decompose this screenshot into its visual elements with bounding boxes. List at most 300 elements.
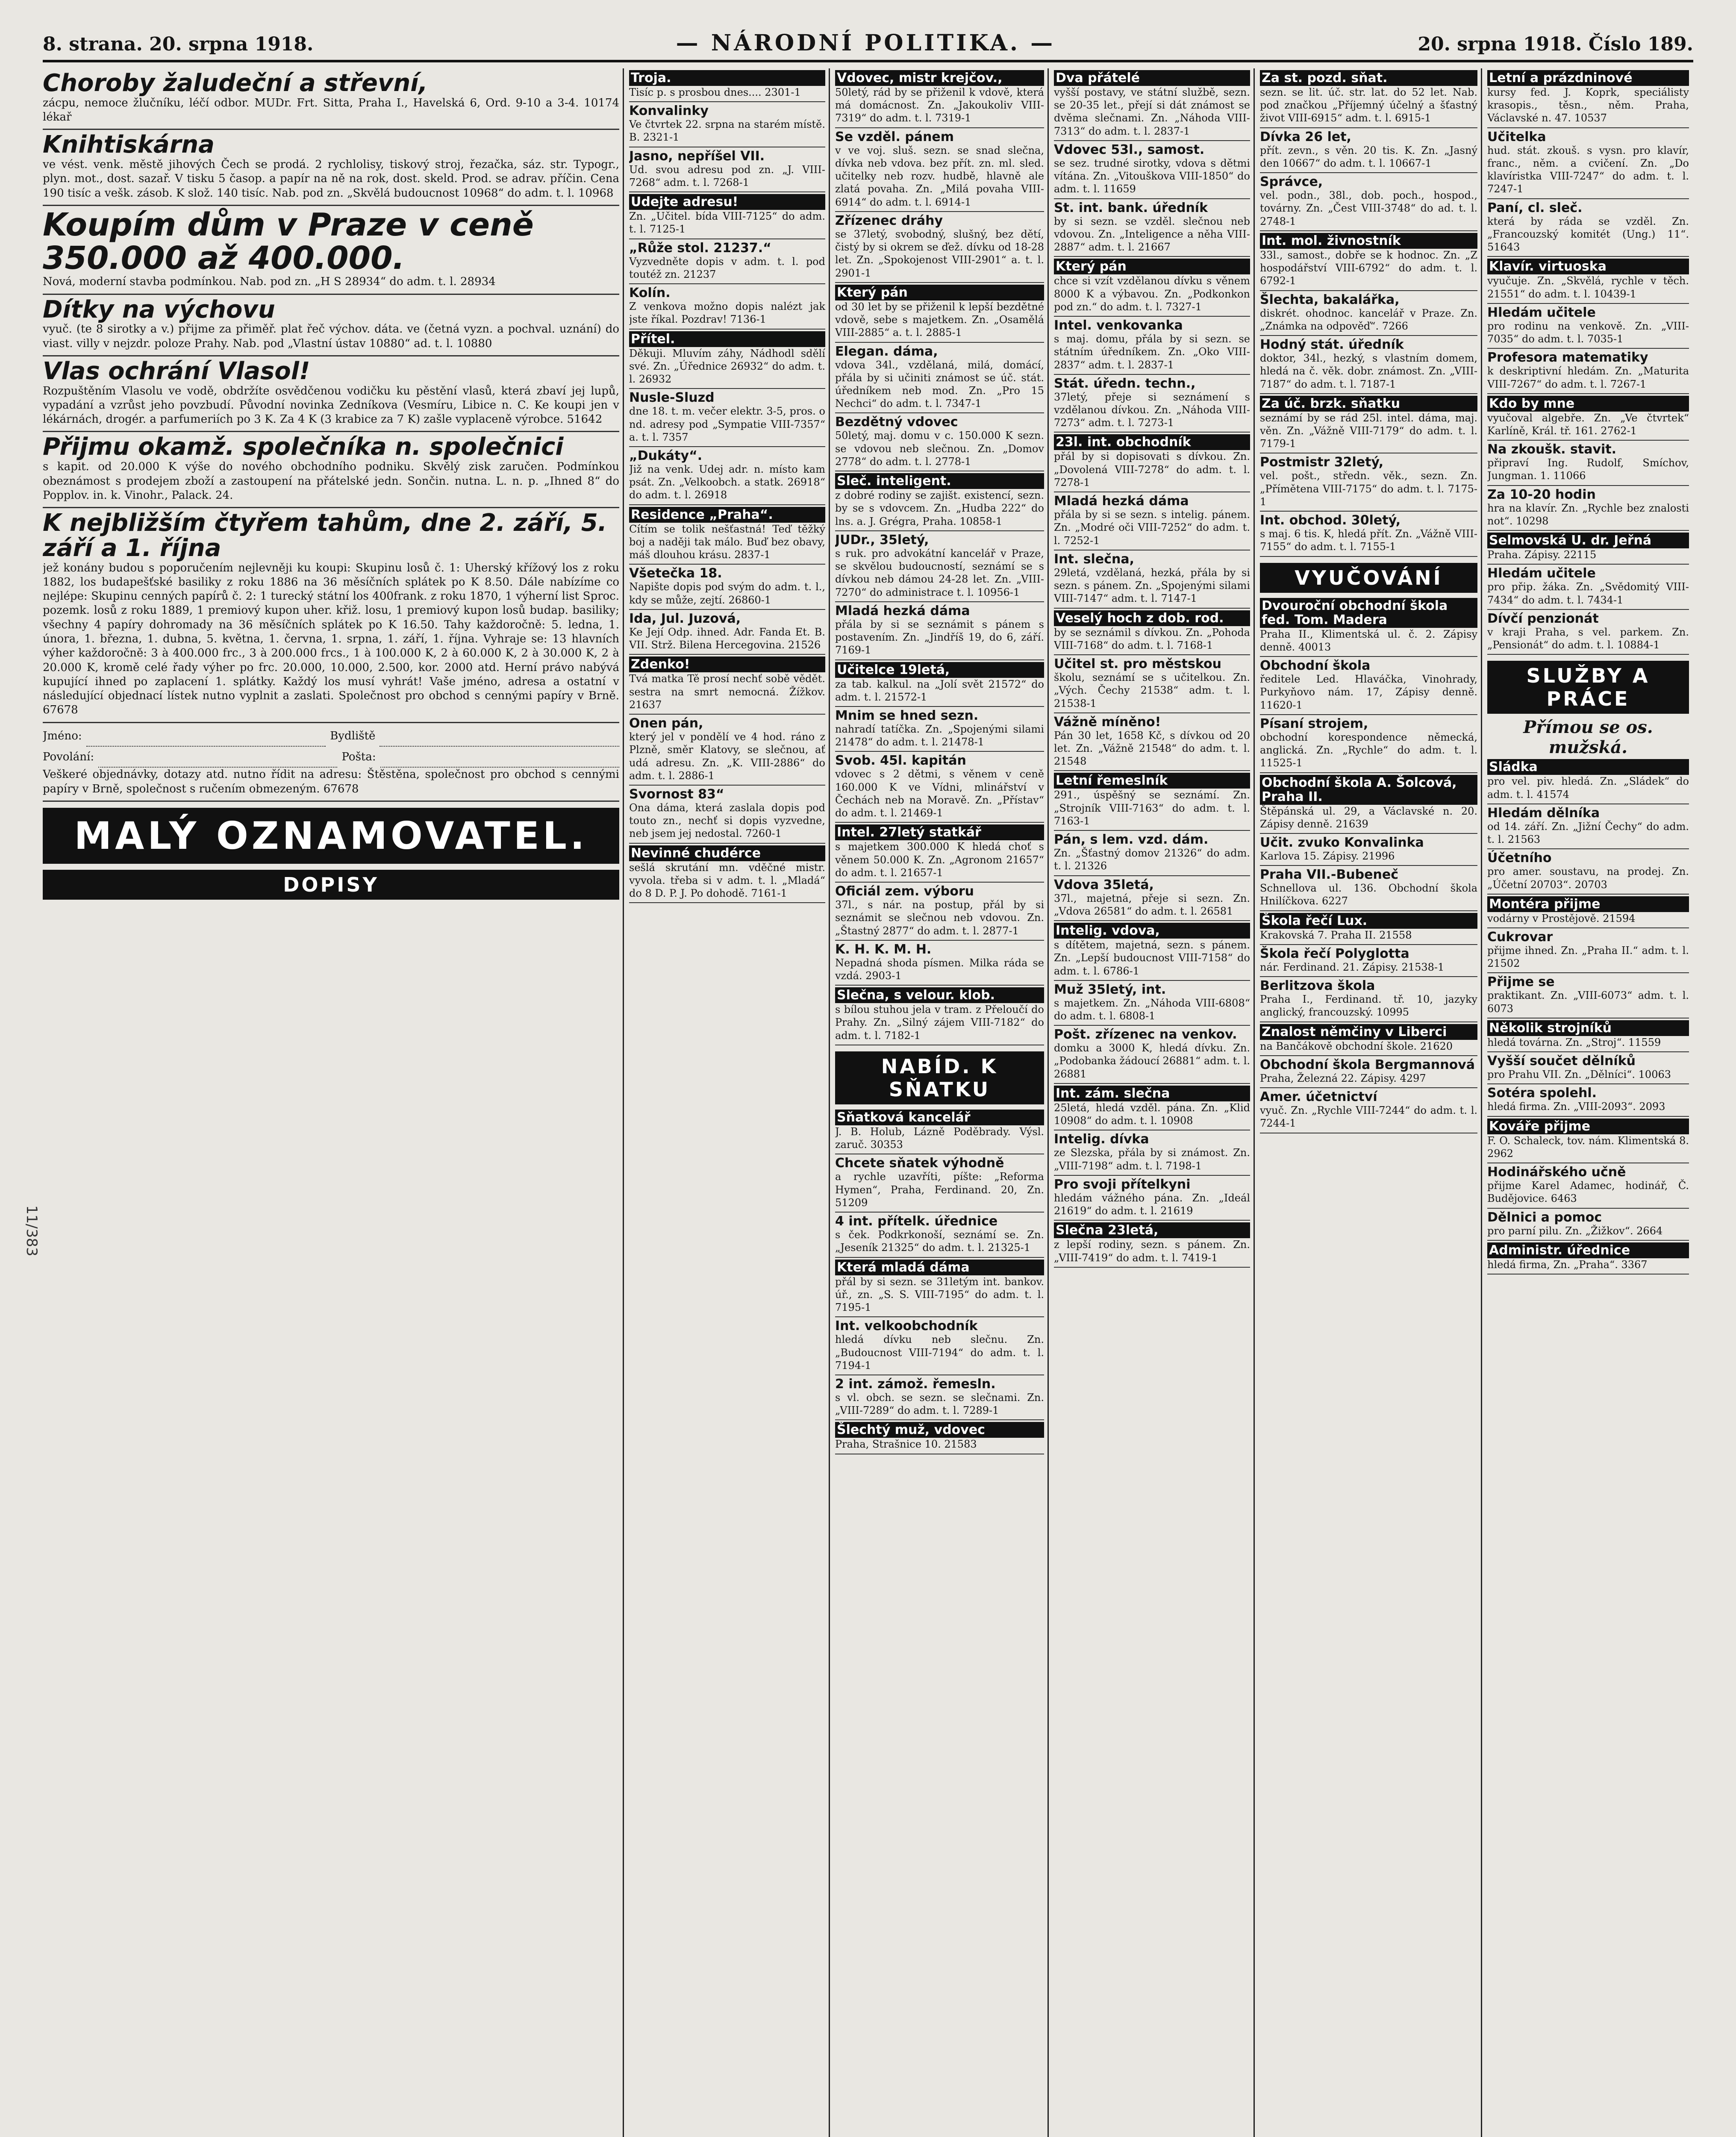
ad-text: pro přip. žáka. Zn. „Svědomitý VIII-7434“ do adm. t. l. 7434-1: [1487, 581, 1689, 606]
ad-heading: Ida, Jul. Juzová,: [629, 611, 741, 626]
page-number-date: 8. strana. 20. srpna 1918.: [43, 33, 314, 55]
ad-text: 50letý, rád by se přiženil k vdově, která má domácnost. Zn. „Jakoukoliv VIII-7319“ do adm. t. l. 7319-1: [835, 86, 1044, 124]
ad-heading: Troja.: [629, 70, 825, 86]
personal-letter-ad: [629, 610, 825, 655]
ad-heading: Intel. venkovanka: [1054, 318, 1183, 333]
acquaintance-ad: [1054, 433, 1250, 492]
personal-letter-ad: [629, 147, 825, 192]
ad-heading: Hledám učitele: [1487, 566, 1596, 581]
ad-heading: Oficiál zem. výboru: [835, 884, 974, 899]
ad-text: který jel v pondělí ve 4 hod. ráno z Plzně, směr Klatovy, se slečnou, ať udá adresu. Zn. „K. VIII-2886“ do adm. t. l. 2886-1: [629, 731, 825, 782]
ad-text: přála by si se sezn. s intelig. pánem. Zn. „Modré oči VIII-7252“ do adm. t. l. 7252-1: [1054, 509, 1250, 547]
acquaintance-ad: [1054, 1176, 1250, 1221]
ad-text: pro amer. soustavu, na prodej. Zn. „Účetní 20703“. 20703: [1487, 865, 1689, 891]
display-ad: [43, 356, 619, 433]
ad-text: 37l., s nár. na postup, přál by si seznámit se slečnou neb vdovou. Zn. „Štastný 2877“ do adm. t. l. 2877-1: [835, 899, 1044, 937]
personal-letter-ad: [629, 102, 825, 147]
ad-heading: Int. obchod. 30letý,: [1260, 513, 1401, 528]
ad-text: Děkuji. Mluvím záhy, Nádhodl sdělí své. Zn. „Úřednice 26932“ do adm. t. l. 26932: [629, 347, 825, 386]
ad-text: s ruk. pro advokátní kancelář v Praze, se skvělou budoucností, seznámí se s dívkou neb dámou 24-28 let. Zn. „VIII-7270“ do administrace t. l. 10956-1: [835, 547, 1044, 598]
ad-title: Choroby žaludeční a střevní,: [43, 69, 428, 97]
form-post-label: Pošta:: [341, 750, 376, 763]
job-ad: [1487, 1018, 1689, 1052]
ad-heading: Cukrovar: [1487, 929, 1553, 945]
school-ad: [1260, 834, 1477, 866]
ad-text: obchodní korespondence německá, anglická. Zn. „Rychle“ do adm. t. l. 11525-1: [1260, 731, 1477, 769]
marriage-office-ad: [835, 1420, 1044, 1454]
column-3: [835, 68, 1049, 2137]
job-ad: [1487, 804, 1689, 849]
ad-heading: Pán, s lem. vzd. dám.: [1054, 832, 1209, 848]
ad-heading: Klavír. virtuoska: [1487, 259, 1689, 274]
ad-heading: Intelig. vdova,: [1054, 923, 1250, 939]
ad-text: Ke Její Odp. ihned. Adr. Fanda Et. B. VII. Strž. Bilena Hercegovina. 21526: [629, 626, 825, 651]
ad-text: s dítětem, majetná, sezn. s pánem. Zn. „Lepší budoucnost VIII-7158“ do adm. t. l. 6786-1: [1054, 939, 1250, 977]
acquaintance-ad: [1054, 68, 1250, 141]
ad-title: K nejbližším čtyřem tahům, dne 2. září, 5. září a 1. října: [43, 509, 607, 562]
acquaintance-ad: [1054, 921, 1250, 981]
ad-text: nahradí tatíčka. Zn. „Spojenými silami 21478“ do adm. t. l. 21478-1: [835, 723, 1044, 748]
ad-heading: Sňatková kancelář: [835, 1110, 1044, 1125]
marriage-office-ad: [835, 1258, 1044, 1318]
acquaintance-ad: [1054, 141, 1250, 199]
display-ad: [43, 432, 619, 508]
ad-heading: Int. slečna,: [1054, 551, 1134, 567]
ad-text: Schnellova ul. 136. Obchodní škola Hnilíčkova. 6227: [1260, 882, 1477, 907]
ad-heading: Pro svoji přítelkyni: [1054, 1177, 1191, 1192]
ad-text: přál by si sezn. se 31letým int. bankov. úř., zn. „S. S. VIII-7195“ do adm. t. l. 7195-1: [835, 1275, 1044, 1314]
column-6: [1487, 68, 1692, 2137]
ad-heading: Vyšší součet dělníků: [1487, 1054, 1636, 1069]
lesson-ad: [1487, 486, 1689, 531]
ad-heading: Šlechtý muž, vdovec: [835, 1422, 1044, 1438]
ad-text: hud. stát. zkouš. s vysn. pro klavír, franc., něm. a cvičení. Zn. „Do klavíristka VIII-7247“ do adm. t. l. 7247-1: [1487, 144, 1689, 195]
ad-text: přít. zevn., s věn. 20 tis. K. Zn. „Jasný den 10667“ do adm. t. l. 10667-1: [1260, 144, 1477, 169]
ad-heading: Za úč. brzk. sňatku: [1260, 396, 1477, 412]
form-name-label: Jméno:: [43, 729, 82, 742]
display-ad: [43, 68, 619, 130]
ad-heading: Veselý hoch z dob. rod.: [1054, 610, 1250, 626]
acquaintance-ad: [1260, 336, 1477, 394]
marriage-offers-banner: NABÍD. K SŇATKU: [835, 1051, 1044, 1104]
ad-text: Praha, Strašnice 10. 21583: [835, 1438, 977, 1451]
ad-text: by se seznámil s dívkou. Zn. „Pohoda VIII-7168“ do adm. t. l. 7168-1: [1054, 626, 1250, 651]
ad-heading: Mladá hezká dáma: [835, 603, 970, 618]
ad-heading: Onen pán,: [629, 716, 703, 731]
section-letters: DOPISY: [43, 870, 619, 900]
ad-text: přijme ihned. Zn. „Praha II.“ adm. t. l. 21502: [1487, 944, 1689, 970]
columns: [23, 68, 1693, 2137]
ad-heading: Hledám učitele: [1487, 305, 1596, 320]
ad-text: přála by si se seznámit s pánem s postavením. Zn. „Jindříš 19, do 6, září. 7169-1: [835, 618, 1044, 656]
acquaintance-ad: [1260, 394, 1477, 454]
ad-heading: JUDr., 35letý,: [835, 532, 929, 547]
ad-body: zácpu, nemoce žlučníku, léčí odbor. MUDr. Frt. Sitta, Praha I., Havelská 6, Ord. 9-10 a 3-4. 10174 lékař: [43, 96, 619, 124]
issue-date-number: 20. srpna 1918. Číslo 189.: [1418, 33, 1693, 55]
personal-ad: [835, 941, 1044, 986]
ad-heading: Stát. úředn. techn.,: [1054, 376, 1196, 391]
order-form: [43, 723, 619, 802]
ad-heading: Učit. zvuko Konvalinka: [1260, 835, 1424, 850]
job-ad: [1487, 1241, 1689, 1275]
ad-heading: Hodinářského učně: [1487, 1165, 1626, 1180]
personal-ad: [835, 752, 1044, 823]
ad-text: vel. pošt., středn. věk., sezn. Zn. „Přímětena VIII-7175“ do adm. t. l. 7175-1: [1260, 470, 1477, 508]
ad-heading: „Růže stol. 21237.“: [629, 240, 771, 256]
ad-text: připraví Ing. Rudolf, Smíchov, Jungman. 1. 11066: [1487, 457, 1689, 482]
ad-text: Praha. Zápisy. 22115: [1487, 549, 1597, 561]
profession-fill-line: [98, 747, 337, 768]
ad-heading: Kováře přijme: [1487, 1119, 1689, 1134]
ad-heading: Int. mol. živnostník: [1260, 233, 1477, 249]
school-ad: [1260, 866, 1477, 911]
ad-text: a rychle uzavříti, píšte: „Reforma Hymen“, Praha, Ferdinand. 20, Zn. 51209: [835, 1171, 1044, 1209]
job-ad: [1487, 1163, 1689, 1208]
acquaintance-ad: [1054, 1026, 1250, 1084]
ad-text: vyšší postavy, ve státní službě, sezn. se 20-35 let., přejí si dát známost se dvěma slečnami. Zn. „Náhoda VIII-7313“ do adm. t. l. 2837-1: [1054, 86, 1250, 137]
ad-text: z dobré rodiny se zajišt. existencí, sezn. by se s vdovcem. Zn. „Hudba 222“ do lns. a. J. Grégra, Praha. 10858-1: [835, 489, 1044, 527]
ad-heading: Montéra přijme: [1487, 896, 1689, 912]
job-ad: [1487, 1117, 1689, 1163]
ad-text: vyučoval algebře. Zn. „Ve čtvrtek“ Karlíně, Král. tř. 161. 2762-1: [1487, 412, 1689, 437]
ad-text: nár. Ferdinand. 21. Zápisy. 21538-1: [1260, 961, 1445, 973]
ad-text: Ud. svou adresu pod zn. „J. VIII-7268“ adm. t. l. 7268-1: [629, 163, 825, 188]
display-ad: [43, 130, 619, 206]
ad-text: pro vel. piv. hledá. Zn. „Sládek“ do adm. t. l. 41574: [1487, 775, 1689, 801]
ad-text: od 30 let by se přiženil k lepší bezdětné vdově, sebe s majetkem. Zn. „Osamělá VIII-2885“ a. t. l. 2885-1: [835, 300, 1044, 339]
ad-text: hledá dívku neb slečnu. Zn. „Budoucnost VIII-7194“ do adm. t. l. 7194-1: [835, 1333, 1044, 1372]
ad-text: 50letý, maj. domu v c. 150.000 K sezn. se vdovou neb slečnou. Zn. „Domov 2778“ do adm. t. l. 2778-1: [835, 430, 1044, 468]
ad-heading: Elegan. dáma,: [835, 344, 938, 359]
ad-text: Pán 30 let, 1658 Kč, s dívkou od 20 let. Zn. „Vážně 21548“ do adm. t. l. 21548: [1054, 729, 1250, 768]
ad-text: Z venkova možno dopis nalézt jak jste říkal. Pozdrav! 7136-1: [629, 300, 825, 326]
ad-text: hra na klavír. Zn. „Rychle bez znalosti not“. 10298: [1487, 502, 1689, 527]
ad-heading: Praha VII.-Bubeneč: [1260, 867, 1398, 883]
ad-text: hledá továrna. Zn. „Stroj“. 11559: [1487, 1036, 1661, 1048]
ad-heading: Amer. účetnictví: [1260, 1089, 1377, 1105]
acquaintance-ad: [1260, 512, 1477, 556]
ad-heading: Znalost němčiny v Liberci: [1260, 1024, 1477, 1040]
ad-heading: Mnim se hned sezn.: [835, 708, 979, 723]
lesson-ad: [1487, 257, 1689, 303]
ad-title: Koupím dům v Praze v ceně 350.000 až 400.000.: [43, 206, 534, 277]
ad-heading: Letní řemeslník: [1054, 773, 1250, 789]
ad-heading: Hledám dělníka: [1487, 805, 1600, 821]
ad-text: vdovec s 2 dětmi, s věnem v ceně 160.000 K ve Vídni, mlinářství v Čechách neb na Moravě. Zn. „Přístav“ do adm. t. l. 21469-1: [835, 768, 1044, 819]
ad-text: sešlá skrutání mn. vděčné mistr. vyvola. třeba si v adm. t. l. „Mladá“ do 8 D. P. J. Po dohodě. 7161-1: [629, 861, 825, 900]
lesson-ad: [1487, 349, 1689, 394]
lesson-ad: [1487, 610, 1689, 655]
acquaintance-ad: [1260, 128, 1477, 173]
acquaintance-ad: [1054, 609, 1250, 655]
ad-heading: Letní a prázdninové: [1487, 70, 1689, 86]
personal-ad: [835, 471, 1044, 531]
ad-heading: Obchodní škola: [1260, 658, 1371, 674]
ad-text: 33l., samost., dobře se k hodnoc. Zn. „Z hospodářství VIII-6792“ do adm. t. l. 6792-1: [1260, 249, 1477, 287]
school-ad: [1260, 773, 1477, 834]
display-ad: [43, 508, 619, 723]
ad-text: Tisíc p. s prosbou dnes.... 2301-1: [629, 86, 801, 98]
personal-ad: [835, 531, 1044, 602]
ad-text: pro rodinu na venkově. Zn. „VIII-7035“ do adm. t. l. 7035-1: [1487, 320, 1689, 345]
ad-text: 37l., majetná, přeje si sezn. Zn. „Vdova 26581“ do adm. t. l. 26581: [1054, 892, 1250, 917]
job-ad: [1487, 973, 1689, 1018]
ad-text: k deskriptivní hledám. Zn. „Maturita VIII-7267“ do adm. t. l. 7267-1: [1487, 365, 1689, 390]
ad-title: Dítky na výchovu: [43, 295, 275, 324]
residence-fill-line: [380, 726, 619, 747]
ad-text: J. B. Holub, Lázně Poděbrady. Výsl. zaruč. 30353: [835, 1125, 1044, 1151]
ad-heading: 2 int. zámož. řemesln.: [835, 1377, 996, 1392]
ad-text: chce si vzít vzdělanou dívku s věnem 8000 K a výbavou. Zn. „Podkonkon pod zn.“ do adm. t. l. 7327-1: [1054, 275, 1250, 313]
ad-heading: Šlechta, bakalářka,: [1260, 292, 1400, 307]
teaching-banner: VYUČOVÁNÍ: [1260, 563, 1477, 593]
acquaintance-ad: [1054, 1084, 1250, 1130]
ad-text: Tvá matka Tě prosí nechť sobě vědět. sestra na smrt nemocná. Žížkov. 21637: [629, 673, 825, 711]
ad-heading: Přijme se: [1487, 974, 1555, 990]
ad-text: Praha I., Ferdinand. tř. 10, jazyky anglický, francouzský. 10995: [1260, 993, 1477, 1018]
acquaintance-ad: [1054, 199, 1250, 257]
acquaintance-ad: [1054, 550, 1250, 609]
job-ad: [1487, 757, 1689, 804]
acquaintance-ad: [1260, 68, 1477, 128]
ad-heading: 4 int. přítelk. úřednice: [835, 1214, 998, 1229]
ad-text: pro parní pilu. Zn. „Žižkov“. 2664: [1487, 1225, 1663, 1237]
ad-text: dne 18. t. m. večer elektr. 3-5, pros. o nd. adresy pod „Sympatie VIII-7357“ a. t. l. 7357: [629, 405, 825, 443]
job-ad: [1487, 928, 1689, 973]
ad-text: školu, seznámí se s učitelkou. Zn. „Vých. Čechy 21538“ adm. t. l. 21538-1: [1054, 671, 1250, 709]
ad-heading: Administr. úřednice: [1487, 1242, 1689, 1258]
ad-text: Nepadná shoda písmen. Milka ráda se vzdá. 2903-1: [835, 957, 1044, 982]
acquaintance-ad: [1054, 771, 1250, 831]
personal-letter-ad: [629, 192, 825, 239]
lesson-ad: [1487, 304, 1689, 349]
ad-text: 29letá, vzdělaná, hezká, přála by si sezn. s pánem. Zn. „Spojenými silami VIII-7147“ adm. t. l. 7147-1: [1054, 566, 1250, 605]
ad-text: s vl. obch. se sezn. se slečnami. Zn. „VIII-7289“ do adm. t. l. 7289-1: [835, 1392, 1044, 1417]
lesson-ad: [1487, 531, 1689, 565]
ad-heading: Int. zám. slečna: [1054, 1086, 1250, 1101]
job-ad: [1487, 849, 1689, 894]
ad-heading: Zdenko!: [629, 656, 825, 672]
ad-text: 25letá, hledá vzděl. pána. Zn. „Klid 10908“ do adm. t. l. 10908: [1054, 1101, 1250, 1127]
ad-heading: Správce,: [1260, 174, 1323, 190]
services-work-banner: SLUŽBY A PRÁCE: [1487, 661, 1689, 714]
page-header: [43, 30, 1693, 62]
ad-text: se sez. trudné sirotky, vdova s dětmi vítána. Zn. „Vitouškova VIII-1850“ do adm. t. l. 11659: [1054, 157, 1250, 195]
ad-heading: Udejte adresu!: [629, 194, 825, 210]
ad-heading: Mladá hezká dáma: [1054, 494, 1189, 509]
ad-text: Vyzvedněte dopis v adm. t. l. pod toutéž zn. 21237: [629, 255, 825, 280]
ad-heading: Účetního: [1487, 851, 1552, 866]
ad-heading: Vdovec 53l., samost.: [1054, 142, 1205, 157]
ad-text: praktikant. Zn. „VIII-6073“ adm. t. l. 6073: [1487, 989, 1689, 1015]
ad-text: od 14. září. Zn. „Jižní Čechy“ do adm. t. l. 21563: [1487, 820, 1689, 846]
column-1: 11/383 Choroby žaludeční a střevní, zácpu, nemoce žlučníku, léčí odbor. MUDr. Frt. Sitta, Praha I., Havelská 6, Ord. 9-10 a 3-4. 10174 lékař Knihtiskárna ve vést. venk. městě jihových Čech se prodá. 2 rychlolisy, tiskový stroj, řezačka, sáz. str. Typogr., plyn. mot., dost. sazař. V tisku 5 časop. a papír na ně na rok, dost. skeld. Prod. se adrav. příčin. Cena 190 tisíc a vešk. zásob. K slož. 140 tisíc. Nab. pod zn. „Skvělá budoucnost 10968“ do adm. t. l. 10968 Koupím dům v Praze v ceně 350.000 až 400.000. Nová, moderní stavba podmínkou. Nab. pod zn. „H S 28934“ do adm. t. l. 28934 Dítky na výchovu vyuč. (te 8 sirotky a v.) přijme za přiměř. plat řeč výchov. dáta. ve (četná vyzn. a pochval. uznání) do viast. villy v nejzdr. poloze Prahy. Nab. pod „Vlastní ústav 10880“ ad. t. l. 10880 Vlas ochrání Vlasol! Rozpuštěním Vlasolu ve vodě, obdržíte osvědčenou vodičku ku pěstění vlasů, která zbaví jej lupů, vypadání a vzrůst jeho povzbudí. Původní novinka Zedníkova (Vesmíru, Libice n. C. Ke koupi jen v lékárnách, drogér. a parfumeriích po 3 K. Za 4 K (3 krabice za 7 K) zašle vyplaceně výrobce. 51642 Přijmu okamž. společníka n. společnici s kapit. od 20.000 K výše do nového obchodního podniku. Skvělý zisk zaručen. Podmínkou obeznámost s prodejem zboží a zastoupení na přátelské jedn. Sončin. nutna. L. n. p. „Ihned 8“ do Popplov. in. k. Vinohr., Palack. 24. K nejbližším čtyřem tahům, dne 2. září, 5. září a 1. října jež konány budou s poporučením nejlevněji ku koupi: Skupinu losů č. 1: Uherský křížový los z roku 1882, los budapešťské basiliky z roku 1886 na 36 měsíčních splátek po K 8.50. Dále nabízíme co nejlépe: Skupinu cenných papírů č. 2: 1 turecký státní los 400frank. z roku 1870, 1 výherní list Sproc. pozemk. losů z roku 1889, 1 premiový kupon uher. křiž. losu, 1 premiový kupon losů budap. basiliky; všechny 4 papíry dohromady na 36 měsíčních splátek po K 16.50. Tahy každoročně: 5. ledna, 1. února, 1. března, 1. dubna, 5. května, 1. června, 1. srpna, 1. září, 1. října. Vyhraje se: 13 hlavních výher každoročně: 3 à 400.000 frc., 3 à 200.000 frcs., 1 à 100.000 K, 2 à 60.000 K, 2 à 30.000 K, 2 à 20.000 K, kromě celé řady výher po frc. 20.000, 10.000, 2.500, kor. 2000 atd. Herní právo nabývá kupující ihned po zaplacení 1. splátky. Každý los musí vyhrát! Vaše jméno, adresa a ostatní v následující objednací lístek nutno vyplnit a zaslati. Společnost pro obchod s cennými papíry v Brně. 67678 Jméno: Bydliště Povolání: Pošta: Veškeré objednávky, dotazy atd. nutno řídit na adresu: Štěstěna, společnost pro obchod s cennými papíry v Brně, společnost s ručením obmezeným. 67678 MALÝ OZNAMOVATEL. DOPISY: [43, 68, 624, 2137]
ad-heading: Chcete sňatek výhodně: [835, 1156, 1004, 1171]
ad-heading: Škola řečí Polyglotta: [1260, 946, 1409, 961]
ad-text: Napište dopis pod svým do adm. t. l., kdy se může, zejtí. 26860-1: [629, 581, 825, 606]
ad-text: Karlova 15. Zápisy. 21996: [1260, 850, 1395, 862]
ad-text: s majetkem 300.000 K hledá choť s věnem 50.000 K. Zn. „Agronom 21657“ do adm. t. l. 21657-1: [835, 841, 1044, 879]
ad-heading: Muž 35letý, int.: [1054, 982, 1166, 997]
services-subtitle: Přímou se os. mužská.: [1523, 717, 1653, 758]
ad-heading: Učitelce 19letá,: [835, 662, 1044, 678]
personal-letter-ad: [629, 655, 825, 715]
ad-text: s maj. 6 tis. K, hledá přít. Zn. „Vážně VIII-7155“ do adm. t. l. 7155-1: [1260, 528, 1477, 553]
ad-text: Zn. „Učitel. bída VIII-7125“ do adm. t. l. 7125-1: [629, 210, 825, 235]
ad-body: Nová, moderní stavba podmínkou. Nab. pod zn. „H S 28934“ do adm. t. l. 28934: [43, 275, 496, 288]
personal-ad: [835, 68, 1044, 128]
personal-ad: [835, 212, 1044, 283]
lesson-ad: [1487, 565, 1689, 609]
ad-heading: Svornost 83“: [629, 786, 724, 802]
ad-heading: Jasno, nepříšel VII.: [629, 148, 765, 164]
ad-heading: Dva přátelé: [1054, 70, 1250, 86]
column-2: [629, 68, 830, 2137]
ad-heading: Slečna 23letá,: [1054, 1222, 1250, 1238]
personal-ad: [835, 343, 1044, 414]
ad-text: 291., úspěšný se seznámí. Zn. „Strojník VIII-7163“ do adm. t. l. 7163-1: [1054, 789, 1250, 827]
ad-heading: Slečna, s velour. klob.: [835, 987, 1044, 1003]
personal-ad: [835, 283, 1044, 343]
ad-heading: Který pán: [1054, 259, 1250, 274]
ad-text: z lepší rodiny, sezn. s pánem. Zn. „VIII-7419“ do adm. t. l. 7419-1: [1054, 1239, 1250, 1264]
ad-text: F. O. Schaleck, tov. nám. Klimentská 8. 2962: [1487, 1134, 1689, 1160]
personal-letter-ad: [629, 505, 825, 565]
ad-heading: Zřízenec dráhy: [835, 213, 943, 228]
personal-ad: [835, 986, 1044, 1045]
ad-text: s majetkem. Zn. „Náhoda VIII-6808“ do adm. t. l. 6808-1: [1054, 997, 1250, 1022]
ad-text: kursy fed. J. Koprk, speciálisty krasopis., těsn., něm. Praha, Václavské n. 47. 10537: [1487, 86, 1689, 124]
ad-heading: Intelig. dívka: [1054, 1132, 1149, 1147]
ad-text: v ve voj. sluš. sezn. se snad slečna, dívka neb vdova. bez přít. zn. ml. sled. učitelky neb rozv. hudbě, hlavně ale zlatá povaha. Zn. „Milá povaha VIII-6914“ do adm. t. l. 6914-1: [835, 144, 1044, 208]
job-ad: [1487, 1084, 1689, 1116]
personal-ad: [835, 883, 1044, 941]
ad-heading: Nusle-Sluzd: [629, 390, 715, 406]
ad-heading: Konvalinky: [629, 103, 709, 119]
ad-text: vdova 34l., vzdělaná, milá, domácí, přála by si učiniti známost se úč. stát. úředníkem neb mod. Zn. „Pro 15 Nechci“ do adm. t. l. 7347-1: [835, 359, 1044, 410]
ad-text: domku a 3000 K, hledá dívku. Zn. „Podobanka žádoucí 26881“ adm. t. l. 26881: [1054, 1042, 1250, 1080]
ad-heading: Škola řečí Lux.: [1260, 913, 1477, 929]
ad-body: ve vést. venk. městě jihových Čech se prodá. 2 rychlolisy, tiskový stroj, řezačka, sáz. str. Typogr., plyn. mot., dost. sazař. V tisku 5 časop. a papír na ně na rok, dost. skeld. Prod. se adrav. příčin. Cena 190 tisíc a vešk. zásob. K slož. 140 tisíc. Nab. pod zn. „Skvělá budoucnost 10968“ do adm. t. l. 10968: [43, 158, 619, 200]
school-ad: [1260, 977, 1477, 1022]
ad-text: doktor, 34l., hezký, s vlastním domem, hledá na č. věk. dobr. známost. Zn. „VIII-7187“ do adm. t. l. 7187-1: [1260, 352, 1477, 390]
acquaintance-ad: [1054, 1221, 1250, 1267]
school-ad: [1260, 911, 1477, 945]
acquaintance-ad: [1260, 291, 1477, 336]
ad-text: s maj. domu, přála by si sezn. se státním úředníkem. Zn. „Oko VIII-2837“ adm. t. l. 2837-1: [1054, 333, 1250, 371]
ad-text: přál by si dopisovati s dívkou. Zn. „Dovolená VIII-7278“ do adm. t. l. 7278-1: [1054, 450, 1250, 489]
ad-text: Praha II., Klimentská ul. č. 2. Zápisy denně. 40013: [1260, 628, 1477, 653]
ad-text: vyuč. Zn. „Rychle VIII-7244“ do adm. t. l. 7244-1: [1260, 1104, 1477, 1130]
ad-heading: Učitel st. pro městskou: [1054, 656, 1221, 672]
lesson-ad: [1487, 68, 1689, 128]
ad-heading: Učitelka: [1487, 129, 1546, 144]
ad-heading: Bezdětný vdovec: [835, 415, 958, 430]
school-ad: [1260, 1022, 1477, 1056]
ad-heading: K. H. K. M. H.: [835, 942, 932, 957]
ad-heading: Selmovská U. dr. Jeřná: [1487, 533, 1689, 548]
ad-heading: Kolín.: [629, 286, 671, 301]
personal-letter-ad: [629, 389, 825, 447]
ad-heading: Za st. pozd. sňat.: [1260, 70, 1477, 86]
ad-text: vyučuje. Zn. „Skvělá, rychle v těch. 21551“ do adm. t. l. 10439-1: [1487, 275, 1689, 300]
display-ad: [43, 206, 619, 295]
ad-heading: Která mladá dáma: [835, 1260, 1044, 1275]
personal-letter-ad: [629, 786, 825, 844]
ad-heading: Obchodní škola Bergmannová: [1260, 1057, 1475, 1072]
newspaper-page: [23, 30, 1693, 2137]
marriage-office-ad: [835, 1375, 1044, 1420]
name-fill-line: [86, 726, 326, 747]
ad-text: hledá firma. Zn. „VIII-2093“. 2093: [1487, 1101, 1665, 1113]
ad-heading: Kdo by mne: [1487, 396, 1689, 412]
ad-text: s ček. Podkrkonoší, seznámí se. Zn. „Jeseník 21325“ do adm. t. l. 21325-1: [835, 1229, 1044, 1254]
personal-ad: [835, 602, 1044, 660]
personal-letter-ad: [629, 239, 825, 284]
acquaintance-ad: [1260, 231, 1477, 291]
job-ad: [1487, 1052, 1689, 1084]
ad-heading: Profesora matematiky: [1487, 350, 1648, 365]
ad-heading: Dívka 26 let,: [1260, 129, 1351, 144]
ad-heading: Sotéra spolehl.: [1487, 1086, 1597, 1101]
school-ad: [1260, 1088, 1477, 1133]
ad-text: v kraji Praha, s vel. parkem. Zn. „Pensionát“ do adm. t. l. 10884-1: [1487, 626, 1689, 651]
personal-letter-ad: [629, 330, 825, 389]
personal-letter-ad: [629, 447, 825, 505]
ad-text: Zn. „Šťastný domov 21326“ do adm. t. l. 21326: [1054, 847, 1250, 872]
acquaintance-ad: [1054, 257, 1250, 317]
ad-title: Knihtiskárna: [43, 131, 215, 159]
acquaintance-ad: [1054, 1130, 1250, 1175]
form-footer: Veškeré objednávky, dotazy atd. nutno řídit na adresu: Štěstěna, společnost pro obchod s cennými papíry v Brně, společnost s ručením obmezeným. 67678: [43, 768, 619, 795]
acquaintance-ad: [1054, 492, 1250, 550]
ad-title: Přijmu okamž. společníka n. společnici: [43, 433, 564, 461]
ad-text: za tab. kalkul. na „Jolí svět 21572“ do adm. t. l. 21572-1: [835, 678, 1044, 703]
ad-body: s kapit. od 20.000 K výše do nového obchodního podniku. Skvělý zisk zaručen. Podmínkou obeznámost s prodejem zboží a zastoupení na přátelské jedn. Sončin. nutna. L. n. p. „Ihned 8“ do Popplov. in. k. Vinohr., Palack. 24.: [43, 460, 619, 502]
ad-text: ředitele Led. Hlaváčka, Vinohrady, Purkyňovo nám. 17, Zápisy denně. 11620-1: [1260, 673, 1477, 711]
school-ad: [1260, 715, 1477, 773]
ad-heading: Dvouroční obchodní škola fed. Tom. Madera: [1260, 598, 1477, 628]
ad-title: Vlas ochrání Vlasol!: [43, 357, 310, 385]
masthead: — NÁRODNÍ POLITIKA. —: [676, 30, 1056, 56]
ad-text: hledá firma, Zn. „Praha“. 3367: [1487, 1258, 1648, 1271]
column-4: [1054, 68, 1255, 2137]
ad-heading: Int. velkoobchodník: [835, 1319, 978, 1334]
ad-body: Rozpuštěním Vlasolu ve vodě, obdržíte osvědčenou vodičku ku pěstění vlasů, která zbaví jej lupů, vypadání a vzrůst jeho povzbudí. Původní novinka Zedníkova (Vesmíru, Libice n. C. Ke koupi jen v lékárnách, drogér. a parfumeriích po 3 K. Za 4 K (3 krabice za 7 K) zašle vyplaceně výrobce. 51642: [43, 384, 619, 426]
ad-text: s bílou stuhou jela v tram. z Přeloučí do Prahy. Zn. „Silný zájem VIII-7182“ do adm. t. l. 7182-1: [835, 1004, 1044, 1042]
ad-text: Již na venk. Udej adr. n. místo kam psát. Zn. „Velkoobch. a statk. 26918“ do adm. t. l. 26918: [629, 463, 825, 501]
ad-text: 37letý, přeje si seznámení s vzdělanou dívkou. Zn. „Náhoda VIII-7273“ adm. t. l. 7273-1: [1054, 391, 1250, 429]
lesson-ad: [1487, 199, 1689, 257]
ad-text: vel. podn., 38l., dob. poch., hospod., továrny. Zn. „Čest VIII-3748“ do ad. t. l. 2748-1: [1260, 189, 1477, 227]
job-ad: [1487, 895, 1689, 928]
ad-heading: „Dukáty“.: [629, 448, 703, 463]
ad-text: Štěpánská ul. 29, a Václavské n. 20. Zápisy denně. 21639: [1260, 805, 1477, 830]
personal-ad: [835, 707, 1044, 752]
school-ad: [1260, 1056, 1477, 1088]
ad-text: přijme Karel Adamec, hodinář, Č. Budějovice. 6463: [1487, 1180, 1689, 1205]
personal-letter-ad: [629, 715, 825, 786]
school-ad: [1260, 945, 1477, 977]
personal-ad: [835, 660, 1044, 707]
acquaintance-ad: [1054, 713, 1250, 771]
acquaintance-ad: [1260, 173, 1477, 231]
acquaintance-ad: [1054, 981, 1250, 1026]
ad-heading: Sleč. inteligent.: [835, 473, 1044, 489]
marriage-office-ad: [835, 1154, 1044, 1213]
ad-text: seznámí by se rád 25l. intel. dáma, maj. věn. Zn. „Vážně VIII-7179“ do adm. t. l. 7179-1: [1260, 412, 1477, 450]
ad-heading: Vdovec, mistr krejčov.,: [835, 70, 1044, 86]
